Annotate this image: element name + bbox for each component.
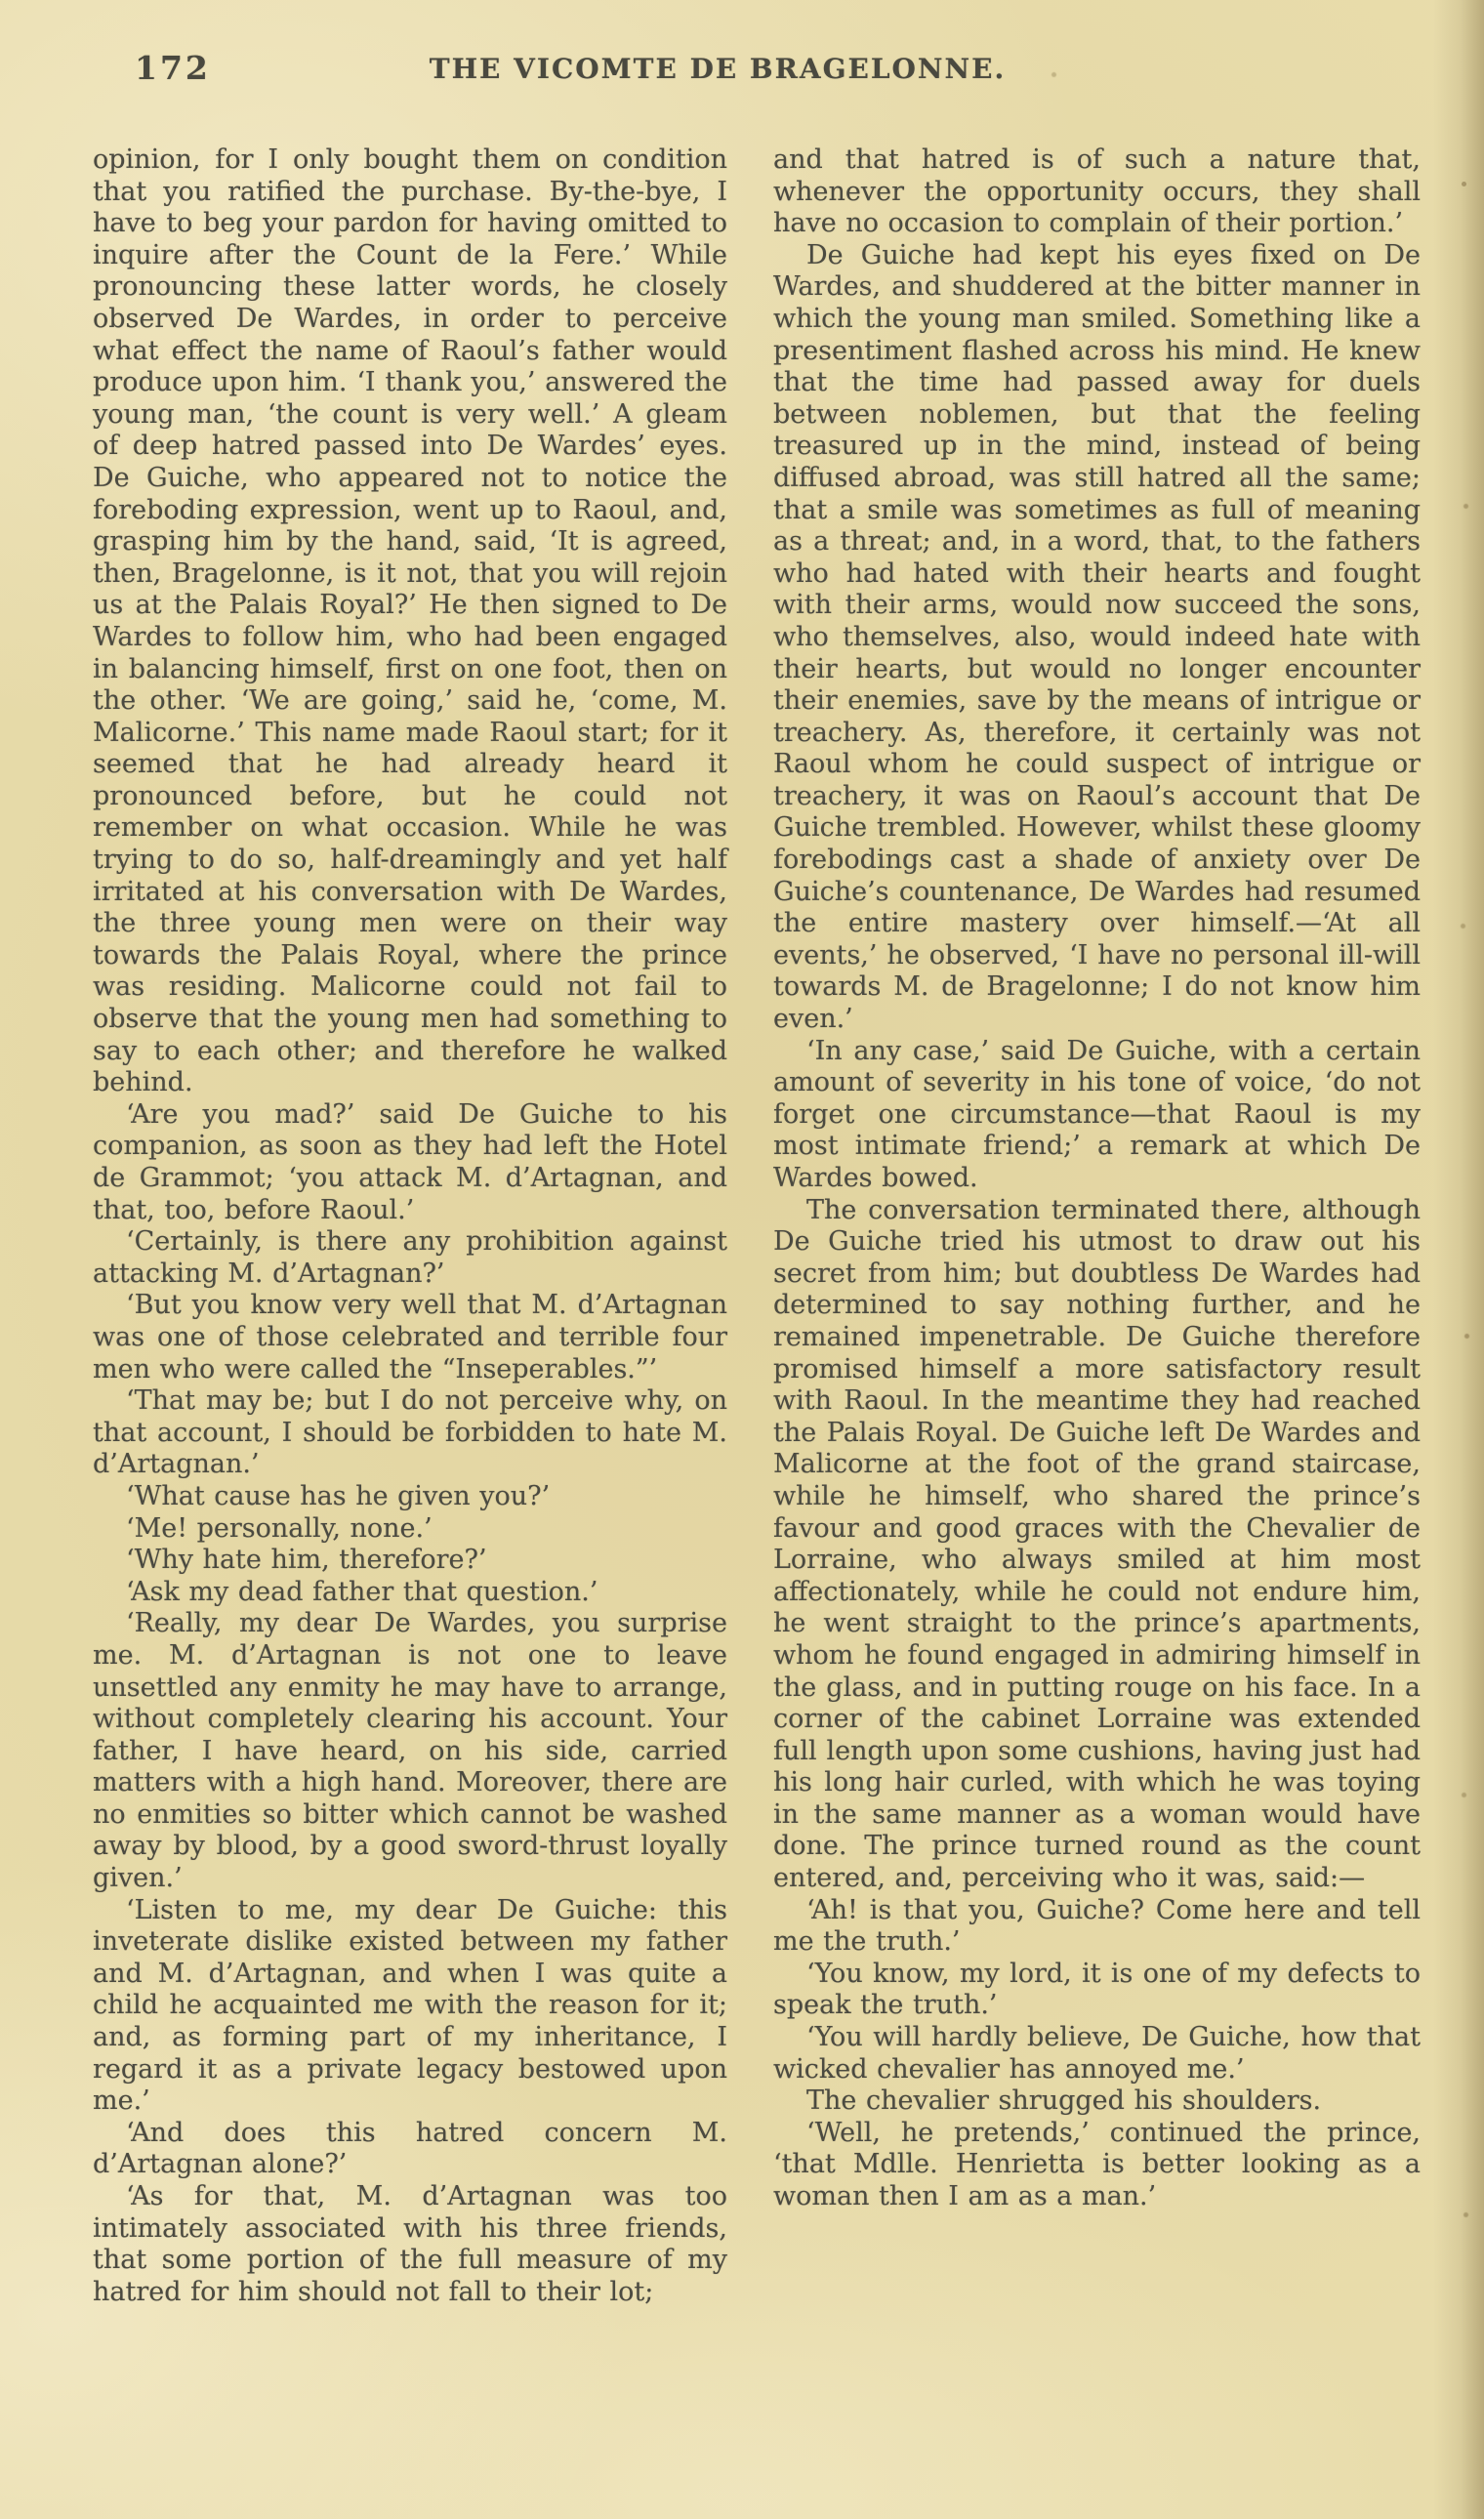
- paragraph: ‘What cause has he given you?’: [126, 1480, 551, 1511]
- paragraph: ‘Really, my dear De Wardes, you surprise me. M. d’Artagnan is not one to leave unsettled any enmity he may have to arrange, without completely clearing his account. Your father, I have heard, on his side, carried matters with a high hand. Moreover, there are no enmities so bitter which cannot be washed away by blood, by a good sword-thrust loyally given.’: [93, 1608, 727, 1894]
- column-left: [93, 145, 727, 2308]
- paragraph: ‘As for that, M. d’Artagnan was too intimately associated with his three friends, that some portion of the full measure of my hatred for him should not fall to their lot;: [93, 2181, 727, 2307]
- paragraph: and that hatred is of such a nature that, whenever the opportunity occurs, they shall have no occasion to complain of their portion.’: [773, 145, 1421, 239]
- paragraph: ‘Ask my dead father that question.’: [126, 1576, 598, 1607]
- paragraph: ‘Listen to me, my dear De Guiche: this inveterate dislike existed between my father and M. d’Artagnan, and when I was quite a child he acquainted me with the reason for it; and, as forming part of my inheritance, I regard it as a private legacy bestowed upon me.’: [93, 1894, 727, 2117]
- paragraph: De Guiche had kept his eyes fixed on De Wardes, and shuddered at the bitter manner in which the young man smiled. Something like a presentiment flashed across his mind. He knew that the time had passed away for duels between noblemen, but that the feeling treasured up in the mind, instead of being diffused abroad, was still hatred all the same; that a smile was sometimes as full of meaning as a threat; and, in a word, that, to the fathers who had hated with their hearts and fought with their arms, would now succeed the sons, who themselves, also, would indeed hate with their hearts, but would no longer encounter their enemies, save by the means of intrigue or treachery. As, therefore, it certainly was not Raoul whom he could suspect of intrigue or treachery, it was on Raoul’s account that De Guiche trembled. However, whilst these gloomy forebodings cast a shade of anxiety over De Guiche’s countenance, De Wardes had resumed the entire mastery over himself.—‘At all events,’ he observed, ‘I have no personal ill-will towards M. de Bragelonne; I do not know him even.’: [773, 239, 1421, 1035]
- paragraph: ‘Why hate him, therefore?’: [126, 1545, 487, 1576]
- column-right: [773, 145, 1421, 2213]
- page-number: 172: [135, 49, 211, 87]
- paragraph: ‘In any case,’ said De Guiche, with a certain amount of severity in his tone of voice, ‘do not forget one circumstance—that Raoul is my most intimate friend;’ a remark at which De Wardes bowed.: [773, 1035, 1421, 1193]
- paragraph: ‘Well, he pretends,’ continued the prince, ‘that Mdlle. Henrietta is better looking as a woman then I am as a man.’: [773, 2117, 1421, 2211]
- paragraph: The conversation terminated there, although De Guiche tried his utmost to draw out his secret from him; but doubtless De Wardes had determined to say nothing further, and he remained impenetrable. De Guiche therefore promised himself a more satisfactory result with Raoul. In the meantime they had reached the Palais Royal. De Guiche left De Wardes and Malicorne at the foot of the grand staircase, while he himself, who shared the prince’s favour and good graces with the Chevalier de Lorraine, who always smiled at him most affectionately, while he could not endure him, he went straight to the prince’s apartments, whom he found engaged in admiring himself in the glass, and in putting rouge on his face. In a corner of the cabinet Lorraine was extended full length upon some cushions, having just had his long hair curled, with which he was toying in the same manner as a woman would have done. The prince turned round as the count entered, and, perceiving who it was, said:—: [773, 1194, 1421, 1894]
- paragraph: ‘Ah! is that you, Guiche? Come here and tell me the truth.’: [773, 1894, 1421, 1958]
- paragraph: ‘You know, my lord, it is one of my defects to speak the truth.’: [773, 1958, 1421, 2021]
- paragraph: ‘Me! personally, none.’: [126, 1512, 433, 1544]
- paragraph: ‘That may be; but I do not perceive why, on that account, I should be forbidden to hate M. d’Artagnan.’: [93, 1385, 727, 1480]
- paper-foxing-specks: [1462, 182, 1466, 186]
- paragraph: The chevalier shrugged his shoulders.: [806, 2085, 1322, 2117]
- paragraph: ‘And does this hatred concern M. d’Artagnan alone?’: [93, 2117, 727, 2180]
- running-title: THE VICOMTE DE BRAGELONNE.: [429, 53, 1007, 85]
- paragraph: ‘You will hardly believe, De Guiche, how that wicked chevalier has annoyed me.’: [773, 2022, 1421, 2085]
- paragraph: ‘But you know very well that M. d’Artagnan was one of those celebrated and terrible four men who were called the “Inseperables.”’: [93, 1290, 727, 1384]
- paragraph: ‘Certainly, is there any prohibition against attacking M. d’Artagnan?’: [93, 1226, 727, 1289]
- paragraph: opinion, for I only bought them on condition that you ratified the purchase. By-the-bye, I have to beg your pardon for having omitted to inquire after the Count de la Fere.’ While pronouncing these latter words, he closely observed De Wardes, in order to perceive what effect the name of Raoul’s father would produce upon him. ‘I thank you,’ answered the young man, ‘the count is very well.’ A gleam of deep hatred passed into De Wardes’ eyes. De Guiche, who appeared not to notice the foreboding expression, went up to Raoul, and, grasping him by the hand, said, ‘It is agreed, then, Bragelonne, is it not, that you will rejoin us at the Palais Royal?’ He then signed to De Wardes to follow him, who had been engaged in balancing himself, first on one foot, then on the other. ‘We are going,’ said he, ‘come, M. Malicorne.’ This name made Raoul start; for it seemed that he had already heard it pronounced before, but he could not remember on what occasion. While he was trying to do so, half-dreamingly and yet half irritated at his conversation with De Wardes, the three young men were on their way towards the Palais Royal, where the prince was residing. Malicorne could not fail to observe that the young men had something to say to each other; and therefore he walked behind.: [93, 145, 727, 1098]
- paragraph: ‘Are you mad?’ said De Guiche to his companion, as soon as they had left the Hotel de Grammot; ‘you attack M. d’Artagnan, and that, too, before Raoul.’: [93, 1098, 727, 1225]
